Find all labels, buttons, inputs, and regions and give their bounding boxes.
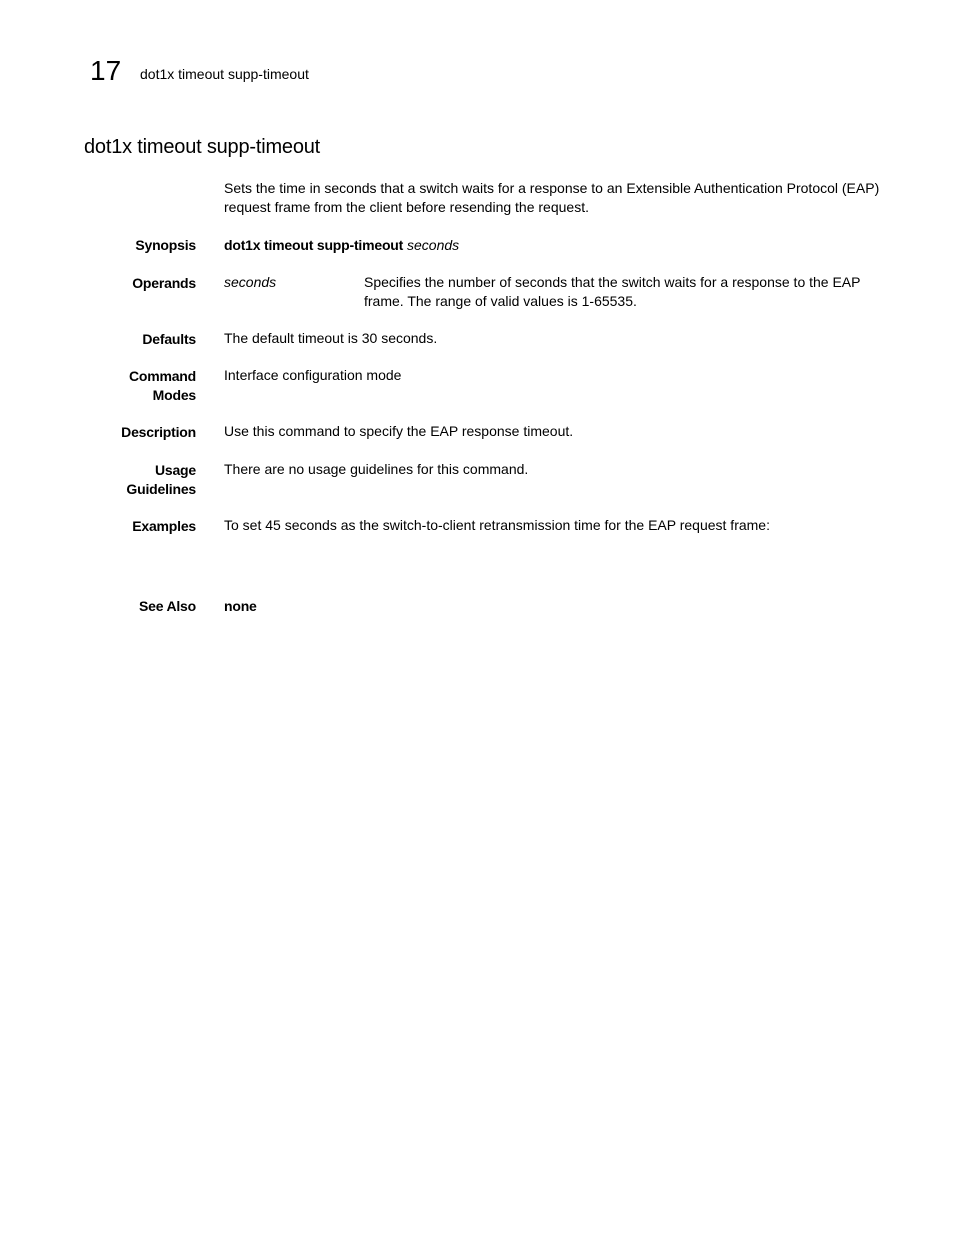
operand-name: seconds [224, 274, 277, 290]
command-modes-label [76, 367, 196, 405]
command-modes-text: Interface configuration mode [224, 367, 402, 383]
see-also-label: See Also [138, 598, 196, 614]
defaults-label: Defaults [142, 331, 196, 347]
operands-label: Operands [132, 275, 196, 291]
chapter-number: 17 [90, 55, 122, 86]
examples-text: To set 45 seconds as the switch-to-client retransmission time for the EAP request frame: [224, 517, 770, 533]
synopsis-value [224, 236, 874, 255]
defaults-text: The default timeout is 30 seconds. [224, 330, 438, 346]
running-header-title: dot1x timeout supp-timeout [140, 66, 309, 82]
section-title: dot1x timeout supp-timeout [84, 136, 321, 158]
usage-guidelines-label-line2: Guidelines [126, 481, 196, 497]
synopsis-label: Synopsis [135, 237, 196, 253]
description-text: Use this command to specify the EAP response timeout. [224, 423, 574, 439]
section-intro: Sets the time in seconds that a switch waits for a response to an Extensible Authentication Protocol (EAP) request frame from the client before resending the request. [224, 180, 880, 215]
command-modes-label-line1: Command [128, 368, 196, 384]
examples-label: Examples [132, 518, 196, 534]
usage-guidelines-label [76, 461, 196, 499]
operand-description: Specifies the number of seconds that the switch waits for a response to the EAP frame. The range of valid values is 1-65535. [364, 274, 861, 309]
command-modes-label-line2: Modes [152, 387, 196, 403]
synopsis-command: dot1x timeout supp-timeout [224, 237, 404, 253]
usage-guidelines-text: There are no usage guidelines for this command. [224, 461, 529, 477]
usage-guidelines-label-line1: Usage [154, 462, 196, 478]
description-label: Description [121, 424, 196, 440]
synopsis-argument: seconds [407, 237, 460, 253]
see-also-text: none [224, 598, 257, 614]
